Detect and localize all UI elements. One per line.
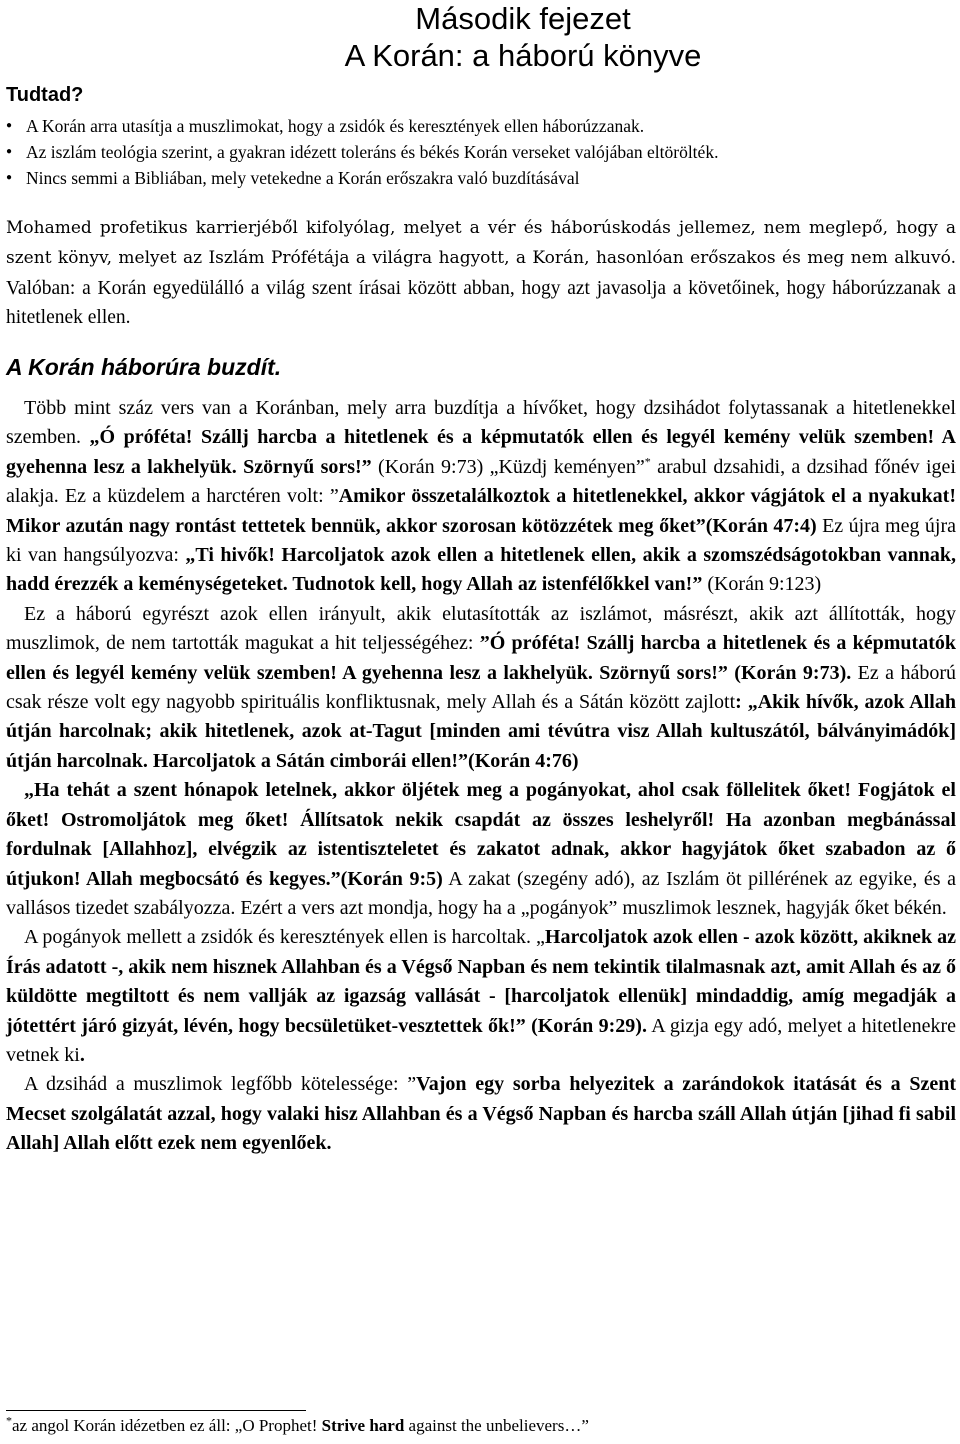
text-run: arabul dzsahidi, a dzsihad főnév igei alakja. Ez a küzdelem a harctéren volt: ” <box>6 455 956 508</box>
footnote <box>6 1413 589 1436</box>
text-run: Ez a háború egyrészt azok ellen irányult, akik elutasították az iszlámot, másrészt, akik azt állították, hogy muszlimok, de nem tartották magukat a hit teljességéhez: <box>6 602 956 655</box>
quote-run: „Ha tehát a szent hónapok letelnek, akkor öljétek meg a pogányokat, ahol csak föllelitek őket! Fogjátok el őket! Ostromoljátok meg őket! Állítsatok nekik csapdát az összes leshelyről! Ha azonban megbánással fordulnak [Allahhoz], elvégzik az istentiszteletet és zakatot adnak, akkor hagyjátok őket szabadon az ő útjukon! Allah megbocsátó és kegyes.”(Korán 9:5) <box>6 779 956 890</box>
did-you-know-heading: Tudtad? <box>6 84 84 106</box>
text-run: Ez újra meg újra ki van hangsúlyozva: <box>6 514 956 567</box>
quote-run: ”Ó próféta! Szállj harcba a hitetlenek és a képmutatók ellen és legyél kemény velük szemben! A gyehenna lesz a lakhelyük. Szörnyű sors!” (Korán 9:73). <box>6 632 956 684</box>
chapter-number: Második fejezet <box>415 1 631 36</box>
quote-run: Amikor összetalálkoztok a hitetlenekkel, akkor vágjátok el a nyakukat! Mikor azután nagy rontást tettetek bennük, akkor szorosan kötözzétek meg őket”(Korán 47:4) <box>6 485 956 537</box>
section-heading: A Korán háborúra buzdít. <box>6 354 282 380</box>
text-run: A gizja egy adó, melyet a hitetlenekre vetnek ki <box>6 1014 957 1066</box>
text-run: Több mint száz vers van a Koránban, mely arra buzdítja a hívőket, hogy dzsihádot folytassanak a hitetlenekkel szemben. <box>6 397 956 449</box>
footnote-text: az angol Korán idézetben ez áll: „O Prophet! <box>12 1416 322 1435</box>
quote-run: Harcoljatok azok ellen - azok között, akiknek az Írás adatott -, akik nem hisznek Allahban és a Végső Napban és nem tekintik tilalmasnak azt, amit Allah és az ő küldötte megtiltott és nem vallják az igazság vallását - [harcoljatok ellenük] mindaddig, amíg megadják a jótettért járó gizyát, lévén, hogy becsületüket-vesztettek ők!” (Korán 9:29). <box>6 926 956 1037</box>
did-you-know-list <box>6 113 956 191</box>
paragraph-1 <box>6 394 956 600</box>
text-run: (Korán 9:73) „Küzdj keményen” <box>371 455 645 478</box>
text-run: A dzsihád a muszlimok legfőbb kötelessége: ” <box>24 1073 417 1096</box>
chapter-title-block <box>0 0 960 74</box>
footnote-reference[interactable]: * <box>644 454 651 469</box>
intro-paragraph <box>6 213 956 333</box>
paragraph-4 <box>6 923 956 1070</box>
quote-run: „Ó próféta! Szállj harcba a hitetlenek és a képmutatók ellen és legyél kemény velük szemben! A gyehenna lesz a lakhelyük. Szörnyű sors!” <box>6 426 956 478</box>
quote-run: . <box>79 1043 85 1066</box>
intro-text: Mohamed profetikus karrierjéből kifolyólag, melyet a vér és háborúskodás jellemez, nem meglepő, hogy a szent könyv, melyet az Iszlám Prófétája a világra hagyott, a Korán, hasonlóan erőszakos és meg nem alkuvó. <box>6 218 956 269</box>
footnote-text: against the unbelievers…” <box>404 1416 589 1435</box>
text-run: (Korán 9:123) <box>702 573 822 596</box>
intro-text-2: Valóban: a Korán egyedülálló a világ szent írásai között abban, hogy azt javasolja a követőinek, hogy háborúzzanak a hitetlenek ellen. <box>6 277 956 329</box>
quote-run: „Ti hivők! Harcoljatok azok ellen a hitetlenek ellen, akik a szomszédságotokban vannak, hadd érezzék a keménységeteket. Tudnotok kell, hogy Allah az istenfélőkkel van!” <box>6 544 956 596</box>
paragraph-2 <box>6 600 956 776</box>
footnote-emphasis: Strive hard <box>321 1416 405 1435</box>
footnote-divider <box>6 1410 306 1411</box>
text-run: A pogányok mellett a zsidók és keresztények ellen is harcoltak. „ <box>24 926 545 949</box>
did-you-know-item: ● Nincs semmi a Bibliában, mely vetekedne a Korán erőszakra való buzdításával <box>6 165 956 191</box>
did-you-know-item: ● Az iszlám teológia szerint, a gyakran idézett toleráns és békés Korán verseket valójában eltörölték. <box>6 139 956 165</box>
text-run: Ez a háború csak része volt egy nagyobb spirituális konfliktusnak, mely Allah és a Sátán között zajlott <box>6 661 956 714</box>
text-run: A zakat (szegény adó), az Iszlám öt pillérének az egyike, és a vallásos tizedet szabályozza. Ezért a vers azt mondja, hogy ha a „pogányok” muszlimok lesznek, hagyják őket békén. <box>6 867 956 919</box>
did-you-know-item: ● A Korán arra utasítja a muszlimokat, hogy a zsidók és keresztények ellen háborúzzanak. <box>6 113 956 139</box>
paragraph-3 <box>6 776 956 923</box>
quote-run: : „Akik hívők, azok Allah útján harcolnak; akik hitetlenek, azok at-Tagut [minden ami tévútra visz Allah kultuszától, bálványimádók] útján harcolnak. Harcoljatok a Sátán cimborái ellen!”(Korán 4:76) <box>6 691 956 772</box>
quote-run: Vajon egy sorba helyezitek a zarándokok itatását és a Szent Mecset szolgálatát azzal, hogy valaki hisz Allahban és a Végső Napban és harcba száll Allah útján [jihad fi sabil Allah] Allah előtt ezek nem egyenlőek. <box>6 1073 956 1155</box>
paragraph-5 <box>6 1070 956 1158</box>
footnote-mark: * <box>6 1413 12 1428</box>
chapter-title: A Korán: a háború könyve <box>344 38 702 73</box>
main-body <box>6 394 956 1159</box>
